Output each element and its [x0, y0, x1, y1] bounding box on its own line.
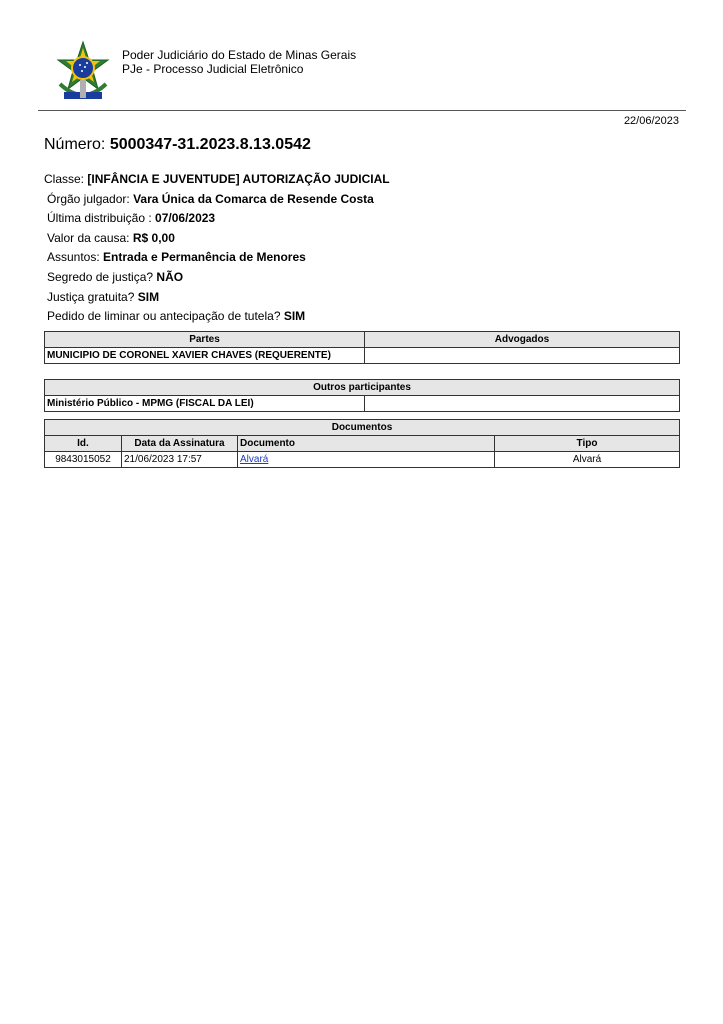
column-header-partes: Partes [45, 332, 365, 348]
parte-cell: MUNICIPIO DE CORONEL XAVIER CHAVES (REQUERENTE) [45, 348, 365, 364]
field-label: Segredo de justiça? [47, 269, 154, 284]
field-valor-causa [44, 229, 390, 249]
field-value: Entrada e Permanência de Menores [103, 250, 306, 265]
page-header [38, 38, 686, 111]
table-row [45, 396, 680, 412]
doc-type-cell: Alvará [495, 452, 680, 468]
organization-name [122, 48, 356, 76]
column-header-advogados: Advogados [365, 332, 680, 348]
documentos-title: Documentos [45, 420, 680, 436]
advogado-cell [365, 348, 680, 364]
field-justica-gratuita [44, 288, 390, 308]
field-value: Vara Única da Comarca de Resende Costa [133, 191, 374, 206]
participante-cell: Ministério Público - MPMG (FISCAL DA LEI) [45, 396, 365, 412]
field-value: SIM [137, 289, 160, 304]
field-label: Assuntos: [47, 250, 100, 265]
field-label: Pedido de liminar ou antecipação de tutela? [47, 309, 281, 324]
org-line-1: Poder Judiciário do Estado de Minas Gerais [122, 48, 357, 62]
table-header-row [45, 332, 680, 348]
field-segredo-justica [44, 268, 390, 288]
doc-document-cell [238, 452, 495, 468]
field-value: R$ 0,00 [132, 230, 175, 245]
field-label: Última distribuição : [47, 211, 152, 226]
outros-participantes-table [44, 379, 680, 412]
field-label: Justiça gratuita? [47, 289, 135, 304]
org-line-2: PJe - Processo Judicial Eletrônico [122, 62, 304, 76]
column-header-tipo: Tipo [495, 436, 680, 452]
field-value: [INFÂNCIA E JUVENTUDE] AUTORIZAÇÃO JUDICIAL [87, 172, 390, 186]
field-value: NÃO [156, 269, 184, 284]
participante-extra-cell [365, 396, 680, 412]
table-header-row [45, 436, 680, 452]
column-header-id: Id. [45, 436, 122, 452]
field-assuntos [44, 248, 390, 268]
documentos-table [44, 419, 680, 468]
doc-id-cell: 9843015052 [45, 452, 122, 468]
table-row [45, 452, 680, 468]
partes-table [44, 331, 680, 364]
doc-date-cell: 21/06/2023 17:57 [122, 452, 238, 468]
field-ultima-distribuicao [44, 209, 390, 229]
column-header-documento: Documento [238, 436, 495, 452]
process-number [44, 136, 311, 154]
field-classe [44, 170, 390, 190]
column-header-outros: Outros participantes [45, 380, 680, 396]
field-pedido-liminar [44, 307, 390, 327]
table-header-row [45, 380, 680, 396]
field-value: 07/06/2023 [155, 211, 216, 226]
field-label: Classe: [44, 172, 85, 186]
field-label: Valor da causa: [47, 230, 130, 245]
field-value: SIM [283, 309, 306, 324]
field-label: Órgão julgador: [47, 191, 130, 206]
table-title-row [45, 420, 680, 436]
process-number-label: Número: [44, 136, 106, 153]
process-number-value: 5000347-31.2023.8.13.0542 [109, 136, 311, 153]
brazil-coat-of-arms-icon [50, 40, 116, 108]
process-details [44, 170, 390, 327]
table-row [45, 348, 680, 364]
column-header-data: Data da Assinatura [122, 436, 238, 452]
field-orgao-julgador [44, 190, 390, 210]
document-link[interactable]: Alvará [240, 454, 269, 465]
document-date: 22/06/2023 [623, 115, 679, 127]
